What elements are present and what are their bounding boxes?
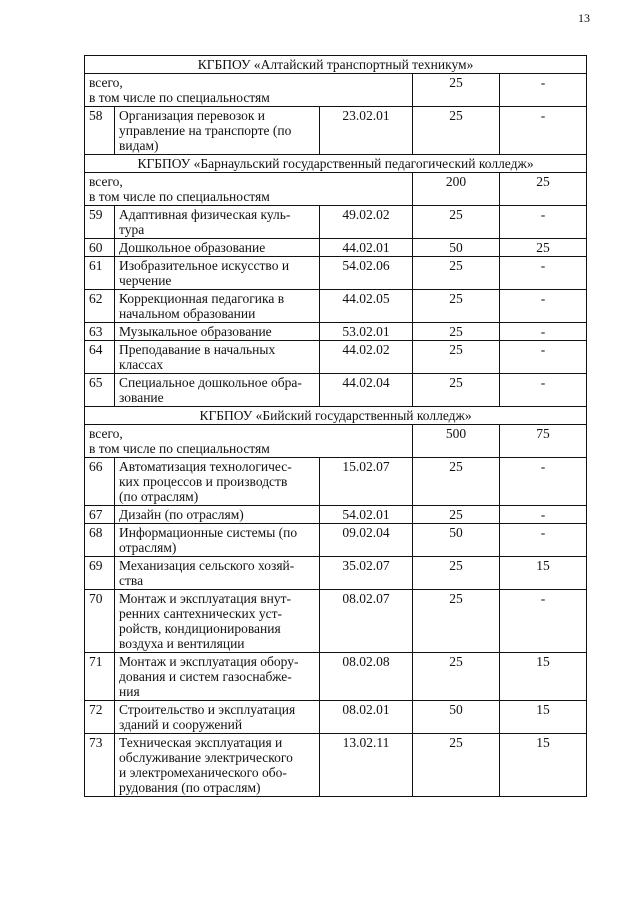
specialty-name-line: Адаптивная физическая куль- <box>119 207 291 222</box>
row-number: 60 <box>85 239 115 257</box>
organization-row <box>85 56 587 74</box>
value-2: 15 <box>500 701 587 734</box>
specialty-row <box>85 506 587 524</box>
specialty-name-line: ройств, кондиционирования <box>119 621 281 636</box>
row-number: 62 <box>85 290 115 323</box>
specialty-row <box>85 341 587 374</box>
total-value-2: 75 <box>500 425 587 458</box>
total-label-line: всего, <box>89 426 123 441</box>
total-label-line: в том числе по специальностям <box>89 189 270 204</box>
specialty-code: 44.02.05 <box>320 290 413 323</box>
organization-row <box>85 155 587 173</box>
value-1: 25 <box>413 341 500 374</box>
specialty-code: 13.02.11 <box>320 734 413 797</box>
specialty-name-line: Преподавание в начальных <box>119 342 276 357</box>
total-label-line: всего, <box>89 75 123 90</box>
specialty-name-line: Строительство и эксплуатация <box>119 702 296 717</box>
row-number: 61 <box>85 257 115 290</box>
specialty-code: 54.02.01 <box>320 506 413 524</box>
total-row <box>85 173 587 206</box>
total-row <box>85 425 587 458</box>
total-label-line: в том числе по специальностям <box>89 441 270 456</box>
total-label <box>85 425 413 458</box>
value-1: 25 <box>413 290 500 323</box>
specialty-name <box>115 323 320 341</box>
total-row <box>85 74 587 107</box>
row-number: 70 <box>85 590 115 653</box>
specialty-row <box>85 458 587 506</box>
specialty-name-line: Изобразительное искусство и <box>119 258 290 273</box>
specialty-row <box>85 107 587 155</box>
specialty-row <box>85 290 587 323</box>
specialty-name-line: видам) <box>119 138 159 153</box>
specialty-name-line: Коррекционная педагогика в <box>119 291 285 306</box>
row-number: 59 <box>85 206 115 239</box>
value-2: - <box>500 524 587 557</box>
specialty-name <box>115 590 320 653</box>
specialty-name-line: отраслям) <box>119 540 177 555</box>
specialty-name-line: Специальное дошкольное обра- <box>119 375 302 390</box>
total-value-2: - <box>500 74 587 107</box>
specialty-code: 53.02.01 <box>320 323 413 341</box>
specialty-code: 15.02.07 <box>320 458 413 506</box>
total-label <box>85 74 413 107</box>
specialty-name <box>115 239 320 257</box>
specialty-name <box>115 557 320 590</box>
specialty-row <box>85 734 587 797</box>
specialty-name-line: дования и систем газоснабже- <box>119 669 292 684</box>
specialty-name-line: черчение <box>119 273 172 288</box>
specialty-name <box>115 506 320 524</box>
value-1: 25 <box>413 257 500 290</box>
specialty-name-line: воздуха и вентиляции <box>119 636 245 651</box>
specialty-row <box>85 257 587 290</box>
organization-row <box>85 407 587 425</box>
value-2: - <box>500 374 587 407</box>
specialty-name <box>115 653 320 701</box>
row-number: 63 <box>85 323 115 341</box>
row-number: 67 <box>85 506 115 524</box>
value-2: - <box>500 257 587 290</box>
specialty-code: 44.02.02 <box>320 341 413 374</box>
specialty-name-line: Организация перевозок и <box>119 108 265 123</box>
specialty-name-line: Монтаж и эксплуатация обору- <box>119 654 299 669</box>
row-number: 66 <box>85 458 115 506</box>
total-label-line: в том числе по специальностям <box>89 90 270 105</box>
specialty-code: 44.02.01 <box>320 239 413 257</box>
value-1: 25 <box>413 557 500 590</box>
value-2: - <box>500 323 587 341</box>
total-value-1: 200 <box>413 173 500 206</box>
value-2: - <box>500 341 587 374</box>
value-2: - <box>500 107 587 155</box>
value-1: 25 <box>413 458 500 506</box>
specialty-row <box>85 323 587 341</box>
specialty-name <box>115 206 320 239</box>
value-2: - <box>500 506 587 524</box>
organization-name: КГБПОУ «Бийский государственный колледж» <box>85 407 587 425</box>
row-number: 72 <box>85 701 115 734</box>
specialty-row <box>85 590 587 653</box>
specialty-name <box>115 374 320 407</box>
value-2: - <box>500 206 587 239</box>
specialty-name-line: зданий и сооружений <box>119 717 243 732</box>
value-2: 15 <box>500 653 587 701</box>
row-number: 58 <box>85 107 115 155</box>
specialty-name <box>115 257 320 290</box>
total-label <box>85 173 413 206</box>
value-2: 25 <box>500 239 587 257</box>
value-1: 25 <box>413 374 500 407</box>
specialty-name-line: Дошкольное образование <box>119 240 266 255</box>
value-2: 15 <box>500 557 587 590</box>
specialty-code: 08.02.08 <box>320 653 413 701</box>
specialty-row <box>85 206 587 239</box>
specialty-code: 35.02.07 <box>320 557 413 590</box>
page-number: 13 <box>578 11 590 25</box>
value-1: 50 <box>413 239 500 257</box>
specialty-name-line: и электромеханического обо- <box>119 765 287 780</box>
specialty-row <box>85 557 587 590</box>
specialty-name-line: Музыкальное образование <box>119 324 272 339</box>
specialty-name <box>115 458 320 506</box>
specialty-name <box>115 107 320 155</box>
value-1: 25 <box>413 506 500 524</box>
row-number: 68 <box>85 524 115 557</box>
value-1: 25 <box>413 734 500 797</box>
value-1: 25 <box>413 590 500 653</box>
specialty-name-line: рудования (по отраслям) <box>119 780 261 795</box>
specialty-name-line: Дизайн (по отраслям) <box>119 507 244 522</box>
specialty-row <box>85 374 587 407</box>
specialty-name-line: Монтаж и эксплуатация внут- <box>119 591 292 606</box>
value-1: 50 <box>413 701 500 734</box>
specialty-name <box>115 341 320 374</box>
specialty-name-line: управление на транспорте (по <box>119 123 292 138</box>
specialty-name-line: Автоматизация технологичес- <box>119 459 292 474</box>
specialty-name <box>115 734 320 797</box>
value-2: 15 <box>500 734 587 797</box>
specialty-row <box>85 239 587 257</box>
specialty-code: 08.02.07 <box>320 590 413 653</box>
row-number: 71 <box>85 653 115 701</box>
specialty-name <box>115 290 320 323</box>
specialty-name <box>115 701 320 734</box>
value-2: - <box>500 458 587 506</box>
value-1: 25 <box>413 206 500 239</box>
value-1: 25 <box>413 323 500 341</box>
row-number: 69 <box>85 557 115 590</box>
total-value-2: 25 <box>500 173 587 206</box>
specialty-name <box>115 524 320 557</box>
specialty-name-line: ства <box>119 573 144 588</box>
row-number: 65 <box>85 374 115 407</box>
row-number: 64 <box>85 341 115 374</box>
specialty-name-line: Механизация сельского хозяй- <box>119 558 295 573</box>
specialty-code: 54.02.06 <box>320 257 413 290</box>
total-label-line: всего, <box>89 174 123 189</box>
value-1: 50 <box>413 524 500 557</box>
specialty-row <box>85 524 587 557</box>
organization-name: КГБПОУ «Барнаульский государственный педагогический колледж» <box>85 155 587 173</box>
row-number: 73 <box>85 734 115 797</box>
specialty-name-line: зование <box>119 390 164 405</box>
total-value-1: 25 <box>413 74 500 107</box>
specialty-name-line: классах <box>119 357 164 372</box>
table-body <box>85 56 587 797</box>
total-value-1: 500 <box>413 425 500 458</box>
specialties-table <box>84 55 587 797</box>
value-2: - <box>500 290 587 323</box>
specialty-code: 49.02.02 <box>320 206 413 239</box>
value-1: 25 <box>413 653 500 701</box>
specialty-row <box>85 701 587 734</box>
specialty-name-line: тура <box>119 222 145 237</box>
organization-name: КГБПОУ «Алтайский транспортный техникум» <box>85 56 587 74</box>
specialty-row <box>85 653 587 701</box>
specialty-name-line: ренних сантехнических уст- <box>119 606 282 621</box>
specialty-name-line: обслуживание электрического <box>119 750 293 765</box>
specialty-code: 08.02.01 <box>320 701 413 734</box>
specialty-name-line: (по отраслям) <box>119 489 199 504</box>
value-1: 25 <box>413 107 500 155</box>
specialty-name-line: начальном образовании <box>119 306 256 321</box>
specialty-code: 09.02.04 <box>320 524 413 557</box>
specialty-name-line: Информационные системы (по <box>119 525 298 540</box>
specialty-code: 23.02.01 <box>320 107 413 155</box>
value-2: - <box>500 590 587 653</box>
specialty-name-line: Техническая эксплуатация и <box>119 735 283 750</box>
specialty-code: 44.02.04 <box>320 374 413 407</box>
specialty-name-line: ких процессов и производств <box>119 474 288 489</box>
specialty-name-line: ния <box>119 684 140 699</box>
